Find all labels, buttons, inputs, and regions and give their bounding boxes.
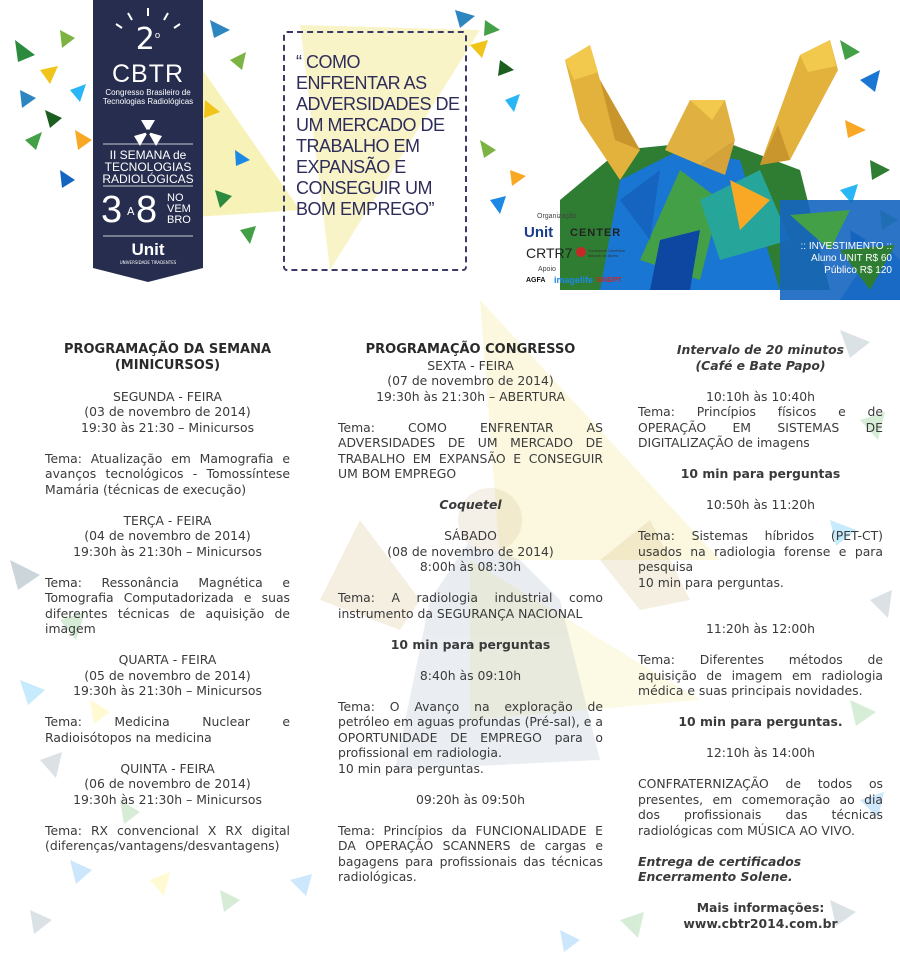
agfa-logo: AGFA [526,277,546,284]
day-date: (04 de novembro de 2014) [84,528,251,543]
week-title: II SEMANA de TECNOLOGIAS RADIOLÓGICAS [102,148,194,186]
day-title: QUINTA - FEIRA [120,760,215,776]
session-time: 11:20h às 12:00h [705,621,816,636]
event-acronym: CBTR [111,60,185,88]
cocktail-label: Coquetel [439,497,502,512]
friday-title: SEXTA - FEIRA [427,357,514,373]
month-label: NO VEM BRO [167,192,191,226]
organization-label: Organização [537,213,577,220]
questions-label: 10 min para perguntas. [338,760,484,776]
questions-label: 10 min para perguntas [390,636,551,652]
session-time: 09:20h às 09:50h [415,791,526,807]
investment-box [786,241,892,277]
session-time: 12:10h às 14:00h [705,745,816,760]
day-time: 19:30 às 21:30 – Minicursos [80,419,255,435]
session-time: 10:50h às 11:20h [705,497,816,512]
day-date: (06 de novembro de 2014) [84,776,251,791]
imagelife-logo: imagelife [554,275,594,285]
support-label: Apoio [538,266,556,273]
questions-label: 10 min para perguntas. [678,714,843,729]
day-title: SEGUNDA - FEIRA [113,388,222,404]
investment-title: :: INVESTIMENTO :: [800,241,892,252]
website-link[interactable]: www.cbtr2014.com.br [683,915,838,931]
day-date: (05 de novembro de 2014) [84,667,251,683]
day-time: 19:30h às 21:30h – Minicursos [73,791,262,807]
week-program-heading: PROGRAMAÇÃO DA SEMANA [63,342,272,357]
saturday-topic: Tema: A radiologia industrial como instrumento da SEGURANÇA NACIONAL [338,590,603,621]
edition-number: 2$^o$ [135,22,161,57]
session-time: 10:10h às 10:40h [705,388,816,404]
day-time: 19:30h às 21:30h – Minicursos [73,543,262,559]
questions-label: 10 min para perguntas [680,466,841,481]
unit-logo: Unit [131,240,165,259]
center-sponsor-logo: CENTER [570,227,622,239]
certificates-label: Entrega de certificados [638,853,802,869]
day-date: (03 de novembro de 2014) [84,404,251,419]
event-full-name: Congresso Brasileiro de Tecnologias Radiológicas [102,88,194,106]
quote-text: “ COMO ENFRENTAR AS ADVERSIDADES DE UM MERCADO DE TRABALHO EM EXPANSÃO E CONSEGUIR UM BOM EMPREGO” [296,52,460,219]
date-separator: A [127,205,135,218]
break-title: Intervalo de 20 minutos [676,342,845,357]
week-program-subheading: (MINICURSOS) [114,357,221,373]
scma-emblem-icon [576,247,586,257]
date-start: 3 [101,189,123,231]
more-info-label: Mais informações: [696,900,825,915]
questions-label: 10 min para perguntas. [638,574,784,590]
investment-student-price: Aluno UNIT R$ 60 [811,253,892,264]
sindpt-logo: SINDPT [596,277,622,284]
scma-sponsor-logo: Sociedade Científica Manoel de Abreu [588,248,625,258]
session-topic: Tema: Princípios físicos e de OPERAÇÃO EM SISTEMAS DE DIGITALIZAÇÃO de imagens [638,404,883,450]
investment-public-price: Público R$ 120 [824,265,892,276]
break-subtitle: (Café e Bate Papo) [695,357,826,373]
day-topic: Tema: RX convencional X RX digital (diferenças/vantagens/desvantagens) [45,822,290,853]
session-time: 8:40h às 09:10h [419,667,522,683]
day-title: TERÇA - FEIRA [123,512,212,528]
day-time: 19:30h às 21:30h – Minicursos [73,683,262,698]
congress-program-column [338,342,603,885]
friday-date: (07 de novembro de 2014) [387,373,554,388]
congress-program-continued-column [638,342,883,931]
day-topic: Tema: Ressonância Magnética e Tomografia Computadorizada e suas diferentes técnicas de aquisição de imagem [45,574,290,636]
congress-program-heading: PROGRAMAÇÃO CONGRESSO [365,342,576,357]
session-topic: Tema: O Avanço na exploração de petróleo em aguas profundas (Pré-sal), e a OPORTUNIDADE DE EMPREGO para o profissional em radiologia. [338,698,603,760]
friday-topic: Tema: COMO ENFRENTAR AS ADVERSIDADES DE UM MERCADO DE TRABALHO EM EXPANSÃO E CONSEGUIR UM BOM EMPREGO [338,419,603,481]
unit-sponsor-logo: Unit [524,224,554,241]
date-end: 8 [136,189,158,231]
session-topic: Tema: Diferentes métodos de aquisição de imagem em radiologia médica e suas principais novidades. [638,652,883,698]
day-title: QUARTA - FEIRA [118,652,217,667]
saturday-time: 8:00h às 08:30h [419,559,522,574]
session-topic: Tema: Sistemas híbridos (PET-CT) usados na radiologia forense e para pesquisa [638,528,883,574]
day-topic: Tema: Medicina Nuclear e Radioisótopos na medicina [45,714,290,745]
unit-logo-subtitle: UNIVERSIDADE TIRADENTES [119,260,177,265]
week-program-column [45,342,290,854]
closing-label: Encerramento Solene. [638,869,793,884]
celebration-topic: CONFRATERNIZAÇÃO de todos os presentes, em comemoração ao dia dos profissionais das técnicas radiológicas com MÚSICA AO VIVO. [638,776,883,838]
saturday-title: SÁBADO [444,528,497,543]
friday-time: 19:30h às 21:30h – ABERTURA [376,388,565,404]
session-topic: Tema: Princípios da FUNCIONALIDADE E DA OPERAÇÃO SCANNERS de cargas e bagagens para profissionais das técnicas radiológicas. [338,822,603,884]
saturday-date: (08 de novembro de 2014) [387,543,554,559]
day-topic: Tema: Atualização em Mamografia e avanços tecnológicos - Tomossíntese Mamária (técnicas de execução) [45,450,290,497]
crtr7-sponsor-logo: CRTR7 [526,245,573,261]
